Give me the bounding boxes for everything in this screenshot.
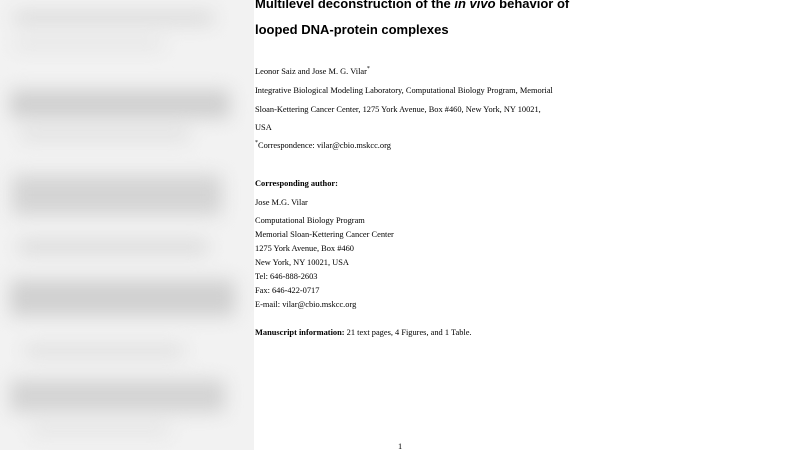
corresponding-author-heading: Corresponding author: [255, 179, 338, 188]
correspondence-asterisk: * [255, 140, 258, 147]
blurred-side-panel [0, 0, 254, 450]
affiliation-line-2: Sloan-Kettering Cancer Center, 1275 York Avenue, Box #460, New York, NY 10021, [255, 105, 541, 114]
author-asterisk: * [366, 66, 370, 73]
document-page [254, 0, 800, 450]
manuscript-info-line [255, 329, 472, 337]
correspondence-text: Correspondence: vilar@cbio.mskcc.org [258, 141, 391, 150]
address-line-1: Computational Biology Program [255, 216, 365, 225]
fax-line: Fax: 646-422-0717 [255, 286, 320, 295]
page-number: 1 [398, 442, 403, 450]
title-line-1-pre: Multilevel deconstruction of the [255, 0, 455, 11]
affiliation-line-3: USA [255, 123, 272, 132]
email-line: E-mail: vilar@cbio.mskcc.org [255, 300, 357, 309]
manuscript-info-text: 21 text pages, 4 Figures, and 1 Table. [344, 328, 472, 337]
address-line-2: Memorial Sloan-Kettering Cancer Center [255, 230, 394, 239]
manuscript-info-label: Manuscript information: [255, 328, 345, 337]
title-line-1-post: behavior of [495, 0, 570, 11]
correspondence-line [255, 142, 391, 150]
title-line-2: looped DNA-protein complexes [255, 22, 449, 37]
author-names: Leonor Saiz and Jose M. G. Vilar [255, 67, 367, 76]
corresponding-author-name: Jose M.G. Vilar [255, 198, 308, 207]
title-line-1-italic: in vivo [454, 0, 496, 11]
authors-line [255, 68, 370, 76]
affiliation-line-1: Integrative Biological Modeling Laboratory, Computational Biology Program, Memorial [255, 86, 553, 95]
phone-line: Tel: 646-888-2603 [255, 272, 318, 281]
title-line-1 [255, 0, 569, 10]
address-line-4: New York, NY 10021, USA [255, 258, 349, 267]
address-line-3: 1275 York Avenue, Box #460 [255, 244, 354, 253]
